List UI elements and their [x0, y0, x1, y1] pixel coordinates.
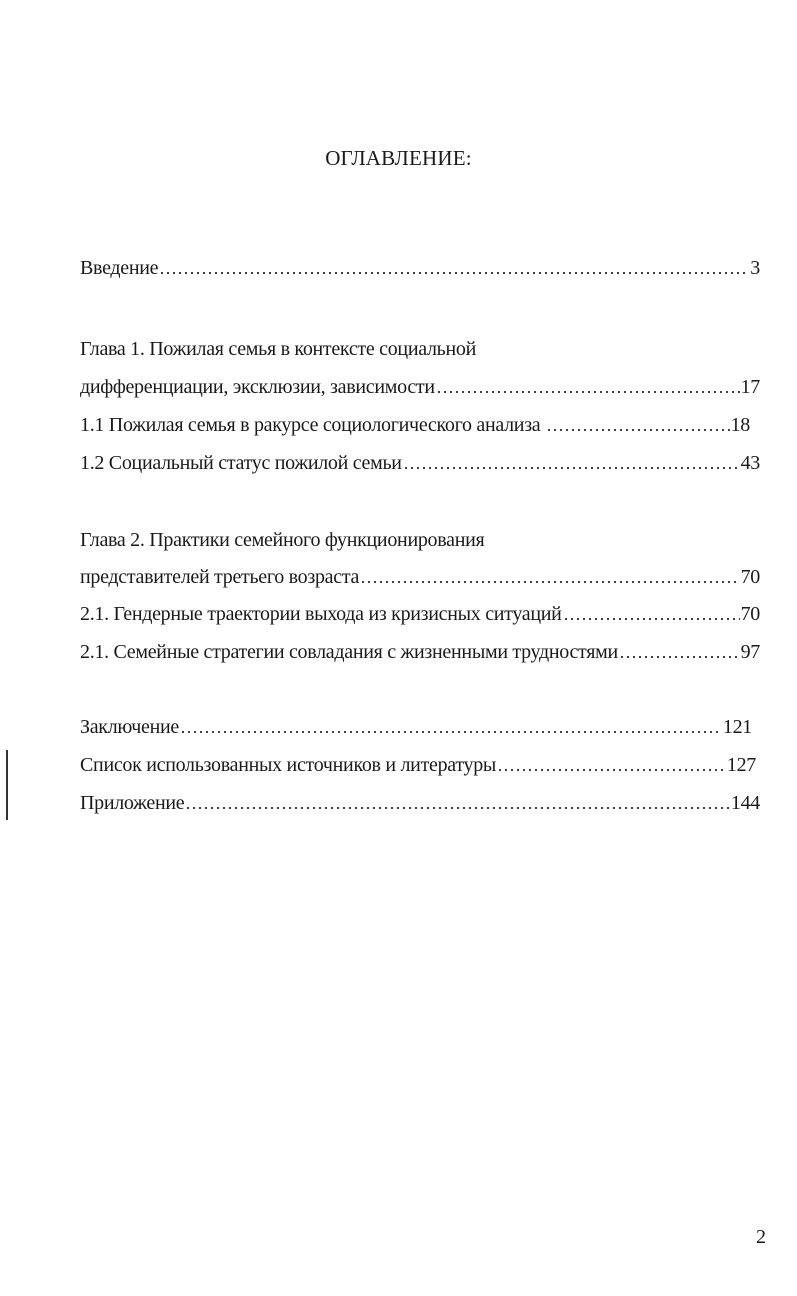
toc-entry-page: 3 — [750, 257, 760, 279]
toc-entry-appendix — [80, 790, 760, 816]
toc-entry-introduction — [80, 255, 760, 281]
toc-entry-label: Приложение — [80, 792, 185, 814]
toc-entry-label: Введение — [80, 257, 159, 279]
toc-entry-label: Заключение — [80, 716, 179, 738]
toc-title: ОГЛАВЛЕНИЕ: — [325, 146, 472, 170]
dot-leader — [185, 806, 730, 810]
toc-entry-conclusion — [80, 714, 752, 740]
toc-entry-label: представителей третьего возраста — [80, 566, 360, 588]
scan-edge-mark — [6, 750, 8, 820]
toc-entry-page: 97 — [740, 641, 760, 663]
toc-section-2-1 — [80, 601, 760, 627]
toc-entry-label: Список использованных источников и литературы — [80, 754, 497, 776]
toc-entry-label: Глава 2. Практики семейного функционирования — [80, 529, 485, 551]
dot-leader — [497, 768, 726, 772]
toc-entry-label: 1.1 Пожилая семья в ракурсе социологического анализа — [80, 414, 541, 436]
toc-chapter-1 — [80, 374, 760, 400]
toc-entry-references — [80, 752, 756, 778]
toc-entry-page: 127 — [726, 754, 756, 776]
dot-leader — [403, 466, 740, 470]
toc-entry-page: 121 — [722, 716, 752, 738]
toc-entry-page: 70 — [740, 566, 760, 588]
dot-leader — [360, 580, 740, 584]
page-number: 2 — [756, 1226, 766, 1248]
toc-entry-label: 2.1. Семейные стратегии совладания с жизненными трудностями — [80, 641, 618, 663]
toc-entry-page: 18 — [730, 414, 750, 436]
toc-entry-page: 144 — [730, 792, 760, 814]
toc-entry-label: Глава 1. Пожилая семья в контексте социальной — [80, 338, 476, 360]
dot-leader — [619, 655, 740, 659]
dot-leader — [546, 428, 729, 432]
toc-chapter-2 — [80, 564, 760, 590]
toc-entry-label: 1.2 Социальный статус пожилой семьи — [80, 452, 402, 474]
toc-entry-page: 17 — [740, 376, 760, 398]
toc-section-1-1 — [80, 412, 750, 438]
toc-entry-label: дифференциации, эксклюзии, зависимости — [80, 376, 435, 398]
dot-leader — [436, 390, 740, 394]
dot-leader — [159, 271, 749, 275]
dot-leader — [563, 617, 740, 621]
toc-section-1-2 — [80, 450, 760, 476]
toc-entry-page: 43 — [740, 452, 760, 474]
toc-chapter-1-heading — [80, 336, 760, 362]
toc-chapter-2-heading — [80, 527, 760, 553]
toc-section-2-2 — [80, 639, 760, 665]
dot-leader — [180, 730, 722, 734]
toc-entry-label: 2.1. Гендерные траектории выхода из кризисных ситуаций — [80, 603, 562, 625]
toc-entry-page: 70 — [740, 603, 760, 625]
